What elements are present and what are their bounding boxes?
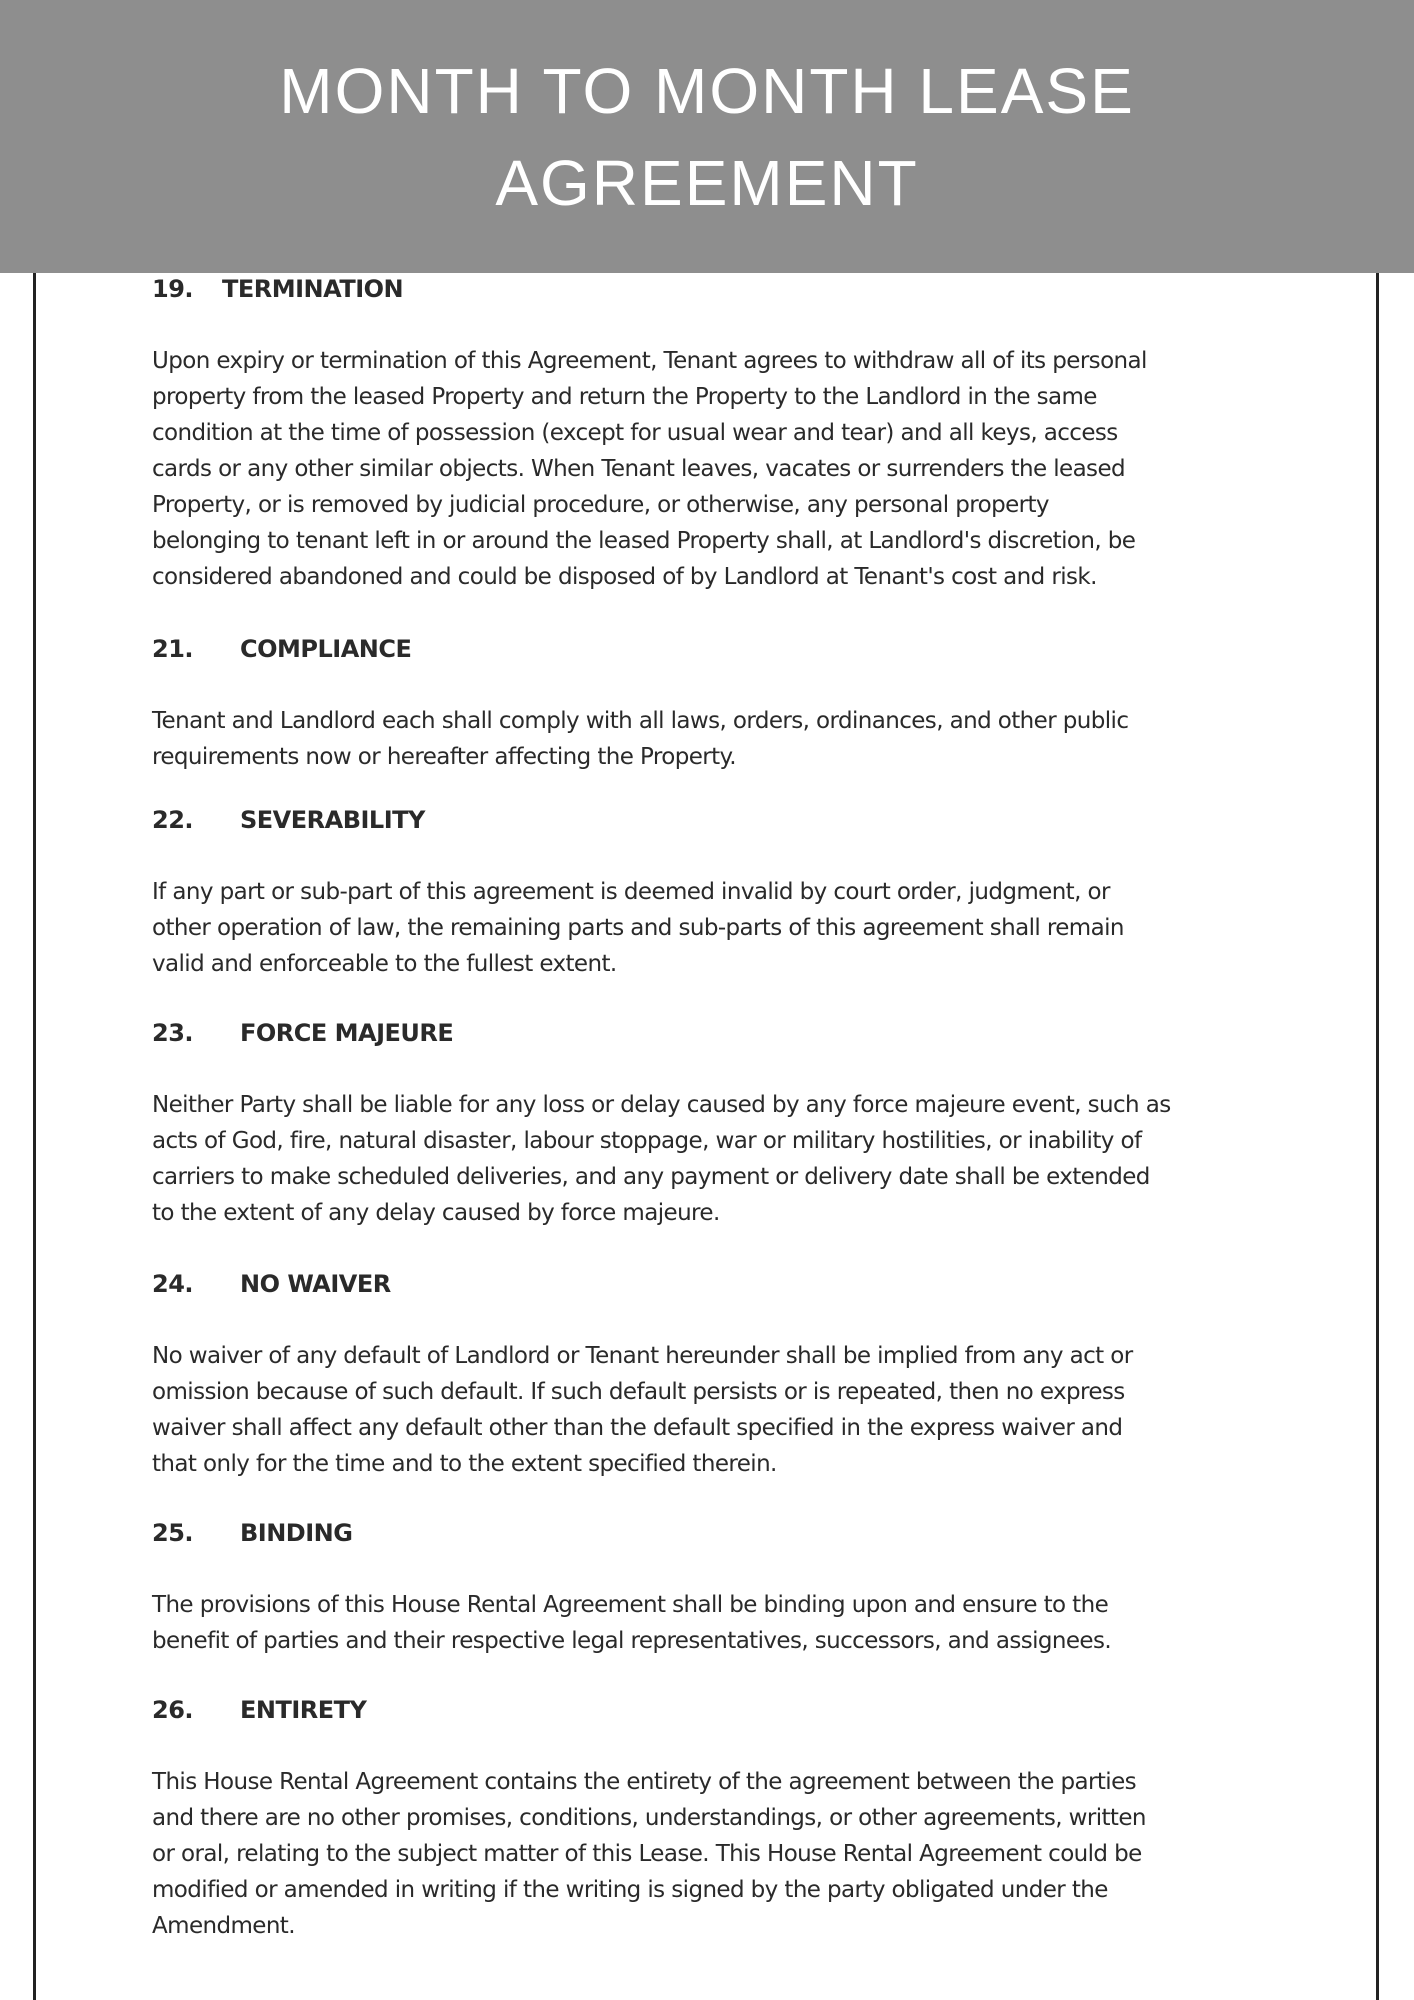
section-number: 26. <box>152 1696 194 1724</box>
paragraph-line: Property, or is removed by judicial procedure, or otherwise, any personal property <box>152 492 1049 518</box>
paragraph-line: No waiver of any default of Landlord or Tenant hereunder shall be implied from any act or <box>152 1343 1133 1369</box>
section-heading <box>152 1266 1312 1302</box>
section-title: NO WAIVER <box>240 1270 391 1298</box>
paragraph-line: benefit of parties and their respective legal representatives, successors, and assignees. <box>152 1628 1112 1654</box>
section-heading <box>152 802 1312 838</box>
section-paragraph <box>152 874 1312 982</box>
section-title: FORCE MAJEURE <box>240 1019 454 1047</box>
section-26 <box>152 1692 1312 1944</box>
section-number: 21. <box>152 635 194 663</box>
paragraph-line: Upon expiry or termination of this Agreement, Tenant agrees to withdraw all of its personal <box>152 348 1147 374</box>
banner-title-line-1: MONTH TO MONTH LEASE <box>279 54 1135 127</box>
paragraph-line: Amendment. <box>152 1913 295 1939</box>
paragraph-line: considered abandoned and could be disposed of by Landlord at Tenant's cost and risk. <box>152 564 1097 590</box>
paragraph-line: If any part or sub-part of this agreement is deemed invalid by court order, judgment, or <box>152 879 1110 905</box>
paragraph-line: Tenant and Landlord each shall comply with all laws, orders, ordinances, and other public <box>152 708 1129 734</box>
paragraph-line: modified or amended in writing if the writing is signed by the party obligated under the <box>152 1877 1108 1903</box>
paragraph-line: The provisions of this House Rental Agreement shall be binding upon and ensure to the <box>152 1592 1109 1618</box>
section-number: 19. <box>152 275 194 303</box>
section-title: COMPLIANCE <box>240 635 412 663</box>
paragraph-line: property from the leased Property and return the Property to the Landlord in the same <box>152 384 1097 410</box>
title-banner <box>0 0 1414 273</box>
paragraph-line: requirements now or hereafter affecting the Property. <box>152 744 736 770</box>
page-border-right <box>1376 0 1379 2000</box>
paragraph-line: omission because of such default. If such default persists or is repeated, then no express <box>152 1379 1125 1405</box>
section-24 <box>152 1266 1312 1482</box>
section-paragraph <box>152 1764 1312 1944</box>
section-heading <box>152 1692 1312 1728</box>
section-paragraph <box>152 343 1312 595</box>
paragraph-line: This House Rental Agreement contains the entirety of the agreement between the parties <box>152 1769 1136 1795</box>
section-number: 24. <box>152 1270 194 1298</box>
section-title: SEVERABILITY <box>240 806 425 834</box>
section-19 <box>152 271 1312 595</box>
section-22 <box>152 802 1312 982</box>
section-title: BINDING <box>240 1519 353 1547</box>
section-paragraph <box>152 1087 1312 1231</box>
paragraph-line: acts of God, fire, natural disaster, labour stoppage, war or military hostilities, or inability of <box>152 1128 1142 1154</box>
paragraph-line: or oral, relating to the subject matter of this Lease. This House Rental Agreement could be <box>152 1841 1142 1867</box>
paragraph-line: Neither Party shall be liable for any loss or delay caused by any force majeure event, such as <box>152 1092 1171 1118</box>
section-heading <box>152 1515 1312 1551</box>
section-paragraph <box>152 1587 1312 1659</box>
section-title: ENTIRETY <box>240 1696 367 1724</box>
section-paragraph <box>152 703 1312 775</box>
paragraph-line: to the extent of any delay caused by force majeure. <box>152 1200 720 1226</box>
paragraph-line: cards or any other similar objects. When Tenant leaves, vacates or surrenders the leased <box>152 456 1125 482</box>
section-21 <box>152 631 1312 775</box>
section-25 <box>152 1515 1312 1659</box>
paragraph-line: condition at the time of possession (except for usual wear and tear) and all keys, access <box>152 420 1118 446</box>
banner-title-line-2: AGREEMENT <box>495 146 919 219</box>
section-number: 22. <box>152 806 194 834</box>
paragraph-line: other operation of law, the remaining parts and sub-parts of this agreement shall remain <box>152 915 1124 941</box>
paragraph-line: belonging to tenant left in or around the leased Property shall, at Landlord's discretion, be <box>152 528 1136 554</box>
paragraph-line: waiver shall affect any default other than the default specified in the express waiver and <box>152 1415 1123 1441</box>
paragraph-line: carriers to make scheduled deliveries, and any payment or delivery date shall be extended <box>152 1164 1150 1190</box>
section-title: TERMINATION <box>222 275 404 303</box>
paragraph-line: that only for the time and to the extent specified therein. <box>152 1451 777 1477</box>
section-paragraph <box>152 1338 1312 1482</box>
section-number: 25. <box>152 1519 194 1547</box>
section-heading <box>152 1015 1312 1051</box>
paragraph-line: and there are no other promises, conditions, understandings, or other agreements, written <box>152 1805 1146 1831</box>
page-border-left <box>33 0 36 2000</box>
section-23 <box>152 1015 1312 1231</box>
paragraph-line: valid and enforceable to the fullest extent. <box>152 951 617 977</box>
section-heading <box>152 271 1312 307</box>
section-number: 23. <box>152 1019 194 1047</box>
section-heading <box>152 631 1312 667</box>
